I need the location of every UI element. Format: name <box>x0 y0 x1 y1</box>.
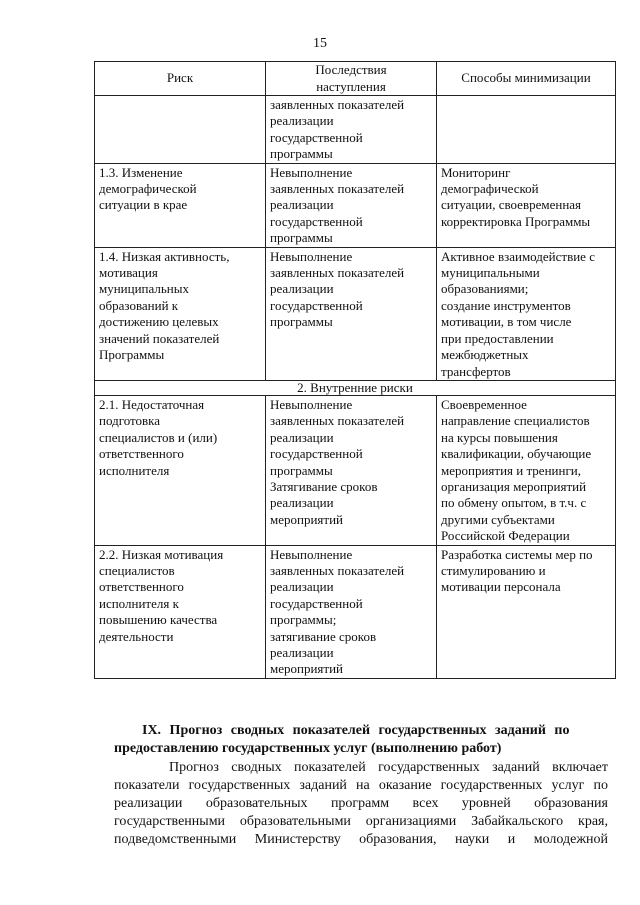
cell-text-line: на курсы повышения <box>441 429 558 445</box>
cell-text-line: мероприятий <box>270 661 343 677</box>
cell-text-line: подготовка <box>99 413 161 429</box>
cell-text-line: при предоставлении <box>441 330 554 346</box>
cell-text-line: заявленных показателей <box>270 181 405 197</box>
cell-text-line: образований к <box>99 297 179 313</box>
cell-mitigation <box>437 545 616 678</box>
cell-risk <box>95 247 266 380</box>
cell-text-line: повышению качества <box>99 612 218 628</box>
table-row <box>95 545 616 678</box>
cell-text-line: Невыполнение <box>270 248 353 264</box>
cell-consequences <box>266 545 437 678</box>
paragraph-line: показатели государственных заданий на оказание государственных услуг по <box>114 778 608 793</box>
cell-text-line: 2.2. Низкая мотивация <box>99 546 224 562</box>
cell-text-line: реализации <box>270 281 334 297</box>
cell-text-line: значений показателей <box>99 330 220 346</box>
cell-text-line: реализации <box>270 197 334 213</box>
cell-text-line: Невыполнение <box>270 164 353 180</box>
cell-mitigation <box>437 247 616 380</box>
cell-text-line: деятельности <box>99 628 174 644</box>
cell-text-line: Невыполнение <box>270 546 353 562</box>
cell-text-line: Мониторинг <box>441 164 511 180</box>
cell-risk <box>95 163 266 247</box>
cell-text-line: исполнителя <box>99 462 170 478</box>
cell-text-line: демографической <box>441 181 539 197</box>
cell-text-line: ситуации, своевременная <box>441 197 582 213</box>
cell-text-line: реализации <box>270 495 334 511</box>
cell-text-line: мотивация <box>99 265 158 281</box>
cell-consequences <box>266 163 437 247</box>
cell-text-line: программы <box>270 314 333 330</box>
cell-text-line: Программы <box>99 347 165 363</box>
cell-risk <box>95 395 266 545</box>
page-number: 15 <box>313 36 327 51</box>
header-consequences <box>266 62 437 96</box>
table-row <box>95 395 616 545</box>
cell-text-line: государственной <box>270 595 363 611</box>
internal-risks-body <box>95 395 616 678</box>
section-internal-risks-title: 2. Внутренние риски <box>95 380 616 395</box>
cell-text-line: межбюджетных <box>441 347 529 363</box>
cell-text-line: по обмену опытом, в т.ч. с <box>441 495 587 511</box>
cell-text-line: программы <box>270 230 333 246</box>
cell-text-line: трансфертов <box>441 363 511 379</box>
cell-text-line: государственной <box>270 213 363 229</box>
cell-mitigation <box>437 163 616 247</box>
cell-text-line: государственной <box>270 129 363 145</box>
section-ix-heading <box>114 722 608 758</box>
cell-mitigation <box>437 96 616 164</box>
paragraph-line: государственными образовательными организациями Забайкальского края, <box>114 814 608 829</box>
cell-text-line: образованиями; <box>441 281 529 297</box>
table-row <box>95 96 616 164</box>
cell-text-line: заявленных показателей <box>270 97 405 112</box>
cell-mitigation <box>437 395 616 545</box>
risk-table <box>94 61 616 679</box>
cell-risk <box>95 545 266 678</box>
cell-text-line: создание инструментов <box>441 297 571 313</box>
cell-text-line: 2.1. Недостаточная <box>99 396 205 412</box>
section-row <box>95 380 616 395</box>
cell-text-line: муниципальных <box>99 281 190 297</box>
cell-text-line: ответственного <box>99 446 184 462</box>
cell-text-line: мотивации персонала <box>441 579 561 595</box>
cell-text-line: квалификации, обучающие <box>441 446 592 462</box>
cell-text-line: достижению целевых <box>99 314 219 330</box>
cell-text-line: другими субъектами <box>441 511 555 527</box>
header-consequences-line: наступления <box>316 78 386 94</box>
cell-risk <box>95 96 266 164</box>
cell-text-line: ситуации в крае <box>99 197 188 213</box>
cell-text-line: реализации <box>270 645 334 660</box>
cell-text-line: государственной <box>270 446 363 462</box>
cell-text-line: мотивации, в том числе <box>441 314 572 330</box>
cell-text-line: специалистов <box>99 562 175 578</box>
paragraph-line: реализации образовательных программ всех уровней образования <box>114 796 608 811</box>
cell-text-line: исполнителя к <box>99 595 179 611</box>
cell-text-line: корректировка Программы <box>441 213 591 229</box>
external-risks-body <box>95 96 616 381</box>
cell-text-line: реализации <box>270 113 334 129</box>
cell-text-line: направление специалистов <box>441 413 590 429</box>
header-consequences-line: Последствия <box>315 62 387 78</box>
cell-text-line: муниципальными <box>441 265 540 281</box>
cell-text-line: Своевременное <box>441 396 527 412</box>
cell-text-line: демографической <box>99 181 197 197</box>
cell-text-line: заявленных показателей <box>270 265 405 281</box>
section-ix-paragraph <box>114 759 608 849</box>
table-row <box>95 247 616 380</box>
cell-text-line: затягивание сроков <box>270 628 377 644</box>
section-ix-heading-line: предоставлению государственных услуг (выполнению работ) <box>114 741 502 756</box>
section-ix-heading-line: IX. Прогноз сводных показателей государственных заданий по <box>142 723 570 738</box>
cell-text-line: Разработка системы мер по <box>441 546 593 562</box>
cell-text-line: 1.3. Изменение <box>99 164 183 180</box>
cell-text-line: ответственного <box>99 579 184 595</box>
table-row <box>95 163 616 247</box>
cell-consequences <box>266 96 437 164</box>
header-mitigation: Способы минимизации <box>437 62 616 96</box>
cell-text-line: Российской Федерации <box>441 528 570 544</box>
cell-text-line: Активное взаимодействие с <box>441 248 595 264</box>
cell-text-line: государственной <box>270 297 363 313</box>
cell-text-line: программы; <box>270 612 337 628</box>
header-risk: Риск <box>95 62 266 96</box>
cell-consequences <box>266 247 437 380</box>
cell-text-line: заявленных показателей <box>270 413 405 429</box>
cell-text-line: заявленных показателей <box>270 562 405 578</box>
cell-consequences <box>266 395 437 545</box>
cell-text-line: программы <box>270 462 333 478</box>
cell-text-line: мероприятия и тренинги, <box>441 462 581 478</box>
cell-text-line: Невыполнение <box>270 396 353 412</box>
cell-text-line: мероприятий <box>270 511 343 527</box>
cell-text-line: 1.4. Низкая активность, <box>99 248 230 264</box>
cell-text-line: реализации <box>270 429 334 445</box>
cell-text-line: стимулированию и <box>441 562 546 578</box>
cell-text-line: организация мероприятий <box>441 478 587 494</box>
paragraph-line: подведомственными Министерству образования, науки и молодежной <box>114 832 608 847</box>
cell-text-line: Затягивание сроков <box>270 478 378 494</box>
cell-text-line: реализации <box>270 579 334 595</box>
cell-text-line: специалистов и (или) <box>99 429 218 445</box>
table-header-row <box>95 62 616 96</box>
cell-text-line: программы <box>270 146 333 162</box>
paragraph-line: Прогноз сводных показателей государственных заданий включает <box>169 760 608 775</box>
